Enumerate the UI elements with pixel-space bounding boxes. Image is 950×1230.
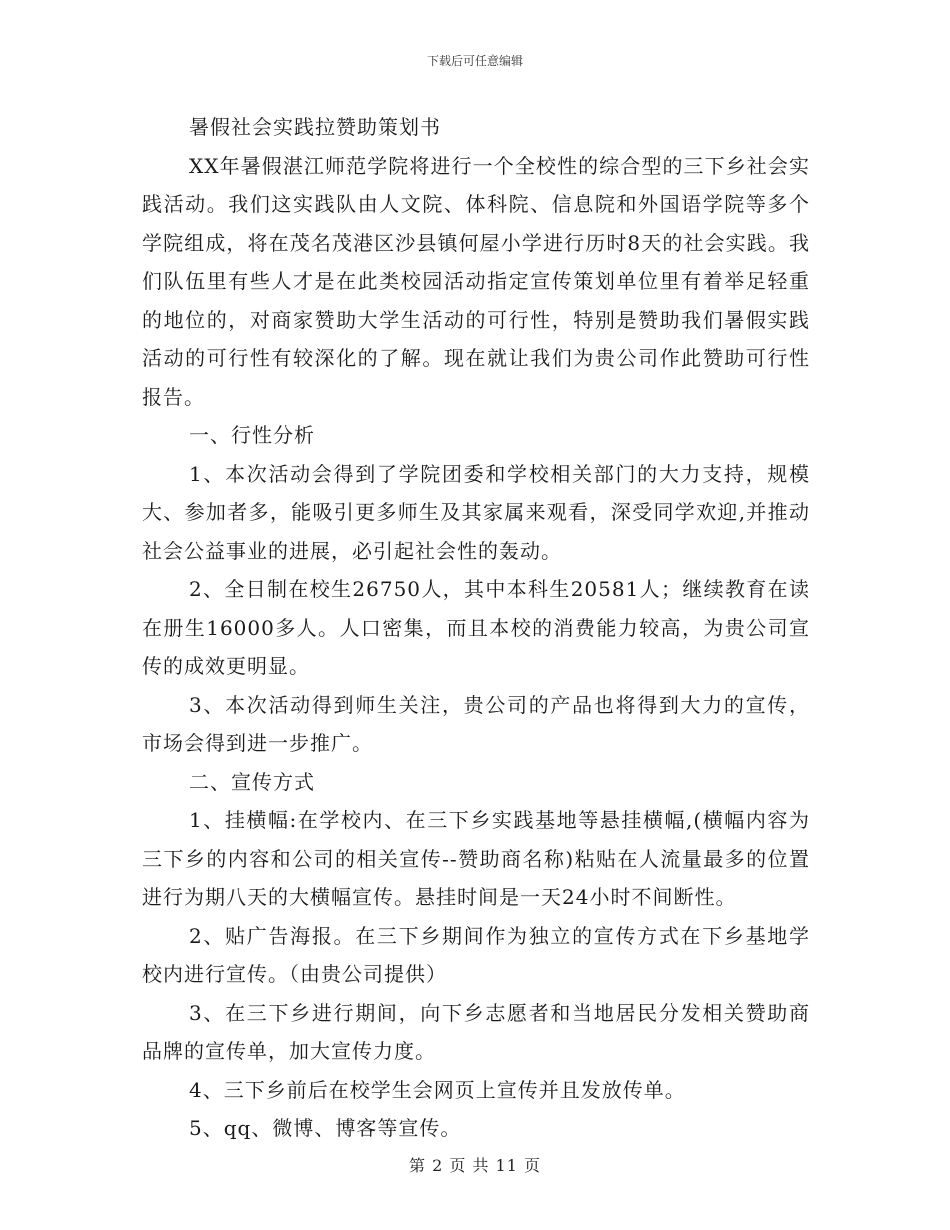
page-header: 下载后可任意编辑 (426, 54, 523, 68)
paragraph-feasibility-1: 1、本次活动会得到了学院团委和学校相关部门的大力支持，规模大、参加者多，能吸引更多师生及其家属来观看，深受同学欢迎,并推动社会公益事业的进展，必引起社会性的轰动。 (142, 461, 810, 563)
paragraph-publicity-3: 3、在三下乡进行期间，向下乡志愿者和当地居民分发相关赞助商品牌的宣传单，加大宣传力度。 (142, 1000, 810, 1063)
paragraph-publicity-2: 2、贴广告海报。在三下乡期间作为独立的宣传方式在下乡基地学校内进行宣传。（由贵公司提供） (142, 923, 810, 986)
section-heading-feasibility: 一、行性分析 (189, 423, 315, 447)
document-body (142, 108, 810, 1148)
paragraph-publicity-5: 5、qq、微博、博客等宣传。 (189, 1116, 462, 1140)
document-title: 暑假社会实践拉赞助策划书 (189, 115, 441, 139)
paragraph-publicity-4: 4、三下乡前后在校学生会网页上宣传并且发放传单。 (189, 1077, 686, 1102)
paragraph-feasibility-3: 3、本次活动得到师生关注，贵公司的产品也将得到大力的宣传，市场会得到进一步推广。 (142, 692, 810, 755)
paragraph-intro: XX年暑假湛江师范学院将进行一个全校性的综合型的三下乡社会实践活动。我们这实践队由人文院、体科院、信息院和外国语学院等多个学院组成，将在茂名茂港区沙县镇何屋小学进行历时8天的社会实践。我们队伍里有些人才是在此类校园活动指定宣传策划单位里有着举足轻重的地位的，对商家赞助大学生活动的可行性，特别是赞助我们暑假实践活动的可行性有较深化的了解。现在就让我们为贵公司作此赞助可行性报告。 (142, 153, 810, 409)
paragraph-feasibility-2: 2、全日制在校生26750人，其中本科生20581人；继续教育在读在册生16000多人。人口密集，而且本校的消费能力较高，为贵公司宣传的成效更明显。 (142, 577, 810, 678)
page-footer: 第 2 页 共 11 页 (409, 1156, 541, 1175)
section-heading-publicity: 二、宣传方式 (189, 769, 315, 794)
paragraph-publicity-1: 1、挂横幅:在学校内、在三下乡实践基地等悬挂横幅,(横幅内容为三下乡的内容和公司的相关宣传--赞助商名称)粘贴在人流量最多的位置进行为期八天的大横幅宣传。悬挂时间是一天24小时不间断性。 (142, 808, 810, 909)
